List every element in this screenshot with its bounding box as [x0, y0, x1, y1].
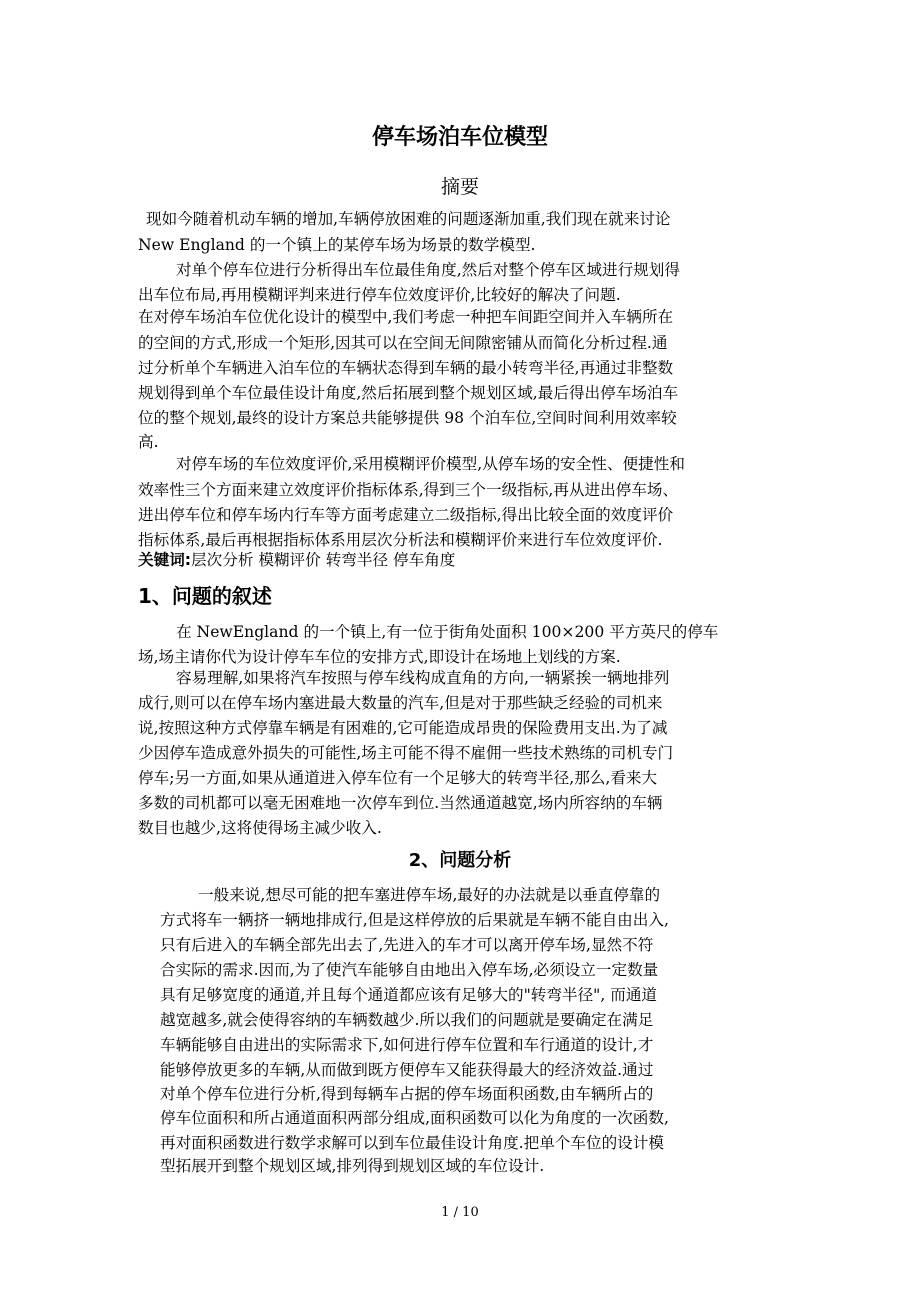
abstract-line: 在对停车场泊车位优化设计的模型中,我们考虑一种把车间距空间并入车辆所在 [138, 308, 674, 326]
abstract-line: 指标体系,最后再根据指标体系用层次分析法和模糊评价来进行车位效度评价. [138, 531, 663, 549]
section1-line: 多数的司机都可以毫无困难地一次停车到位.当然通道越宽,场内所容纳的车辆 [138, 794, 663, 812]
keywords-text: 层次分析 模糊评价 转弯半径 停车角度 [191, 551, 456, 569]
abstract-heading: 摘要 [440, 176, 479, 198]
section1-line: 数目也越少,这将使得场主减少收入. [138, 819, 382, 837]
abstract-line: 现如今随着机动车辆的增加,车辆停放困难的问题逐渐加重,我们现在就来讨论 [146, 210, 671, 228]
page-number: 1 / 10 [441, 1205, 479, 1220]
section2-line: 具有足够宽度的通道,并且每个通道都应该有足够大的"转弯半径", 而通道 [160, 986, 658, 1004]
page-title: 停车场泊车位模型 [371, 125, 548, 150]
section2-line: 再对面积函数进行数学求解可以到车位最佳设计角度.把单个车位的设计模 [160, 1134, 664, 1152]
section2-line: 车辆能够自由进出的实际需求下,如何进行停车位置和车行通道的设计,才 [160, 1036, 654, 1054]
section-heading: 1、问题的叙述 [138, 584, 272, 608]
section2-line: 停车位面积和所占通道面积两部分组成,面积函数可以化为角度的一次函数, [160, 1109, 669, 1127]
section1-line: 成行,则可以在停车场内塞进最大数量的汽车,但是对于那些缺乏经验的司机来 [138, 694, 663, 712]
abstract-line: 位的整个规划,最终的设计方案总共能够提供 98 个泊车位,空间时间利用效率较 [138, 409, 677, 427]
section2-line: 越宽越多,就会使得容纳的车辆数越少.所以我们的问题就是要确定在满足 [160, 1011, 654, 1029]
section1-line: 少因停车造成意外损失的可能性,场主可能不得不雇佣一些技术熟练的司机专门 [138, 744, 674, 762]
abstract-line: 过分析单个车辆进入泊车位的车辆状态得到车辆的最小转弯半径,再通过非整数 [138, 359, 674, 377]
section2-line: 一般来说,想尽可能的把车塞进停车场,最好的办法就是以垂直停靠的 [198, 886, 661, 904]
section2-line: 型拓展开到整个规划区域,排列得到规划区域的车位设计. [160, 1157, 545, 1175]
abstract-line: 的空间的方式,形成一个矩形,因其可以在空间无间隙密铺从而简化分析过程.通 [138, 334, 668, 352]
section1-line: 说,按照这种方式停靠车辆是有困难的,它可能造成昂贵的保险费用支出.为了减 [138, 719, 668, 737]
abstract-line: 出车位布局,再用模糊评判来进行停车位效度评价,比较好的解决了问题. [138, 286, 621, 304]
keywords-label: 关键词: [138, 551, 192, 569]
section1-line: 场,场主请你代为设计停车车位的安排方式,即设计在场地上划线的方案. [138, 648, 621, 666]
section2-line: 能够停放更多的车辆,从而做到既方便停车又能获得最大的经济效益.通过 [160, 1061, 654, 1079]
abstract-line: 进出停车位和停车场内行车等方面考虑建立二级指标,得出比较全面的效度评价 [138, 506, 674, 524]
section2-line: 对单个停车位进行分析,得到每辆车占据的停车场面积函数,由车辆所占的 [160, 1085, 654, 1103]
abstract-line: 效率性三个方面来建立效度评价指标体系,得到三个一级指标,再从进出停车场、 [138, 481, 679, 499]
abstract-line: 规划得到单个车位最佳设计角度,然后拓展到整个规划区域,最后得出停车场泊车 [138, 384, 679, 402]
section1-line: 停车;另一方面,如果从通道进入停车位有一个足够大的转弯半径,那么,看来大 [138, 769, 658, 787]
section2-line: 方式将车一辆挤一辆地排成行,但是这样停放的后果就是车辆不能自由出入, [160, 911, 669, 929]
abstract-line: 对停车场的车位效度评价,采用模糊评价模型,从停车场的安全性、便捷性和 [176, 455, 685, 473]
abstract-line: 对单个停车位进行分析得出车位最佳角度,然后对整个停车区域进行规划得 [176, 261, 680, 279]
keywords-line [138, 550, 455, 570]
section2-line: 合实际的需求.因而,为了使汽车能够自由地出入停车场,必须设立一定数量 [160, 961, 659, 979]
section1-line: 在 NewEngland 的一个镇上,有一位于街角处面积 100×200 平方英尺的停车 [176, 623, 719, 641]
section1-line: 容易理解,如果将汽车按照与停车线构成直角的方向,一辆紧挨一辆地排列 [176, 669, 670, 687]
section-heading: 2、问题分析 [408, 850, 512, 871]
abstract-line: 高. [138, 433, 159, 451]
section2-line: 只有后进入的车辆全部先出去了,先进入的车才可以离开停车场,显然不符 [160, 936, 654, 954]
abstract-line: New England 的一个镇上的某停车场为场景的数学模型. [138, 236, 536, 254]
